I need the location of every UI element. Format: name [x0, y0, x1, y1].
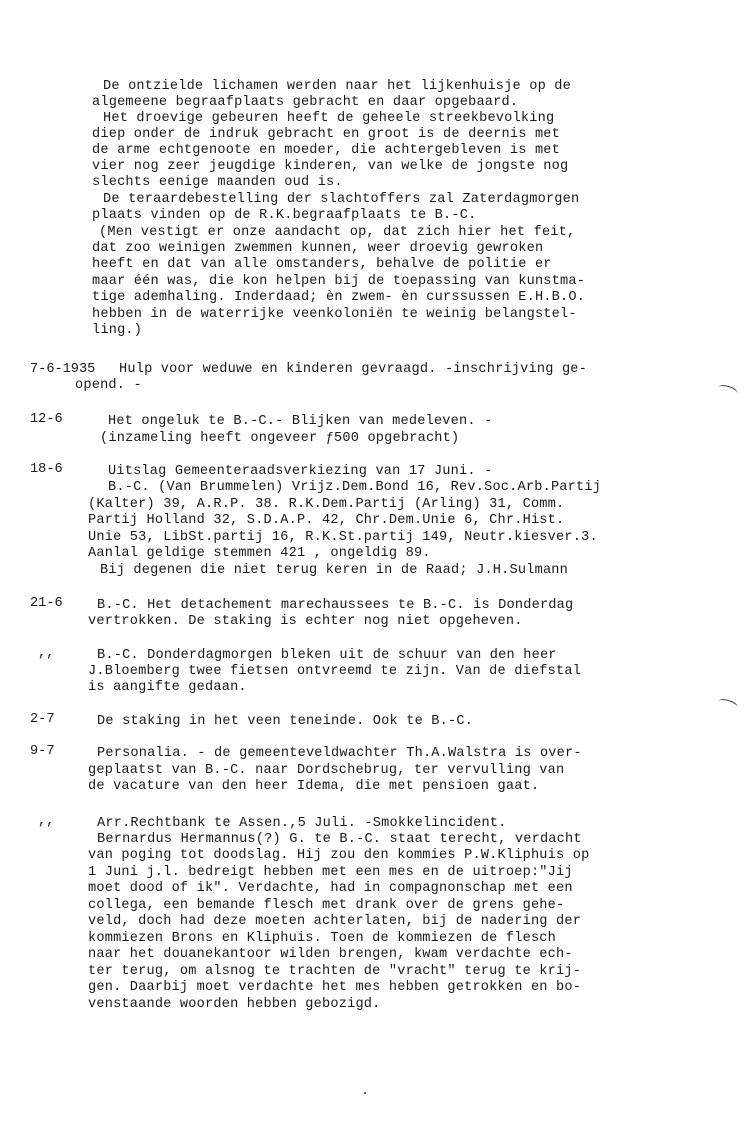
text-line: plaats vinden op de R.K.begraafplaats te B.-C.: [92, 208, 477, 223]
entry-date: 7-6-1935: [30, 362, 96, 377]
text-line: 1 Juni j.l. bedreigt hebben met een mes en de uitroep:"Jij: [88, 865, 573, 880]
text-line: B.-C. Het detachement marechaussees te B.-C. is Donderdag: [97, 598, 574, 613]
text-line: Hulp voor weduwe en kinderen gevraagd. -inschrijving ge-: [119, 362, 588, 377]
entry-date: ,,: [38, 814, 55, 829]
text-line: vertrokken. De staking is echter nog niet opgeheven.: [88, 614, 523, 629]
text-line: naar het douanekantoor wilden brengen, kwam verdachte ech-: [88, 947, 573, 962]
text-line: Het ongeluk te B.-C.- Blijken van medeleven. -: [108, 414, 493, 429]
text-line: (Kalter) 39, A.R.P. 38. R.K.Dem.Partij (Arling) 31, Comm.: [88, 497, 565, 512]
text-line: algemeene begraafplaats gebracht en daar opgebaard.: [92, 95, 519, 110]
text-line: ling.): [92, 323, 143, 338]
text-line: De staking in het veen teneinde. Ook te B.-C.: [97, 714, 474, 729]
margin-mark: [717, 383, 739, 398]
text-line: opend. -: [75, 378, 142, 393]
text-line: van poging tot doodslag. Hij zou den kommies P.W.Kliphuis op: [88, 848, 590, 863]
text-line: Uitslag Gemeenteraadsverkiezing van 17 Juni. -: [108, 464, 493, 479]
entry-date: 12-6: [30, 412, 63, 427]
text-line: (inzameling heeft ongeveer ƒ500 opgebracht): [100, 431, 460, 446]
text-line: ter terug, om alsnog te trachten de "vracht" terug te krij-: [88, 964, 582, 979]
text-line: kommiezen Brons en Kliphuis. Toen de kommiezen de flesch: [88, 931, 557, 946]
text-line: J.Bloemberg twee fietsen ontvreemd te zijn. Van de diefstal: [88, 664, 582, 679]
text-line: moet dood of ik". Verdachte, had in compagnonschap met een: [88, 881, 573, 896]
text-line: hebben in de waterrijke veenkoloniën te weinig belangstel-: [92, 307, 577, 322]
text-line: Aanlal geldige stemmen 421 , ongeldig 89.: [88, 546, 431, 561]
text-line: slechts eenige maanden oud is.: [92, 175, 343, 190]
text-line: Het droevige gebeuren heeft de geheele streekbevolking: [103, 111, 555, 126]
text-line: tige ademhaling. Inderdaad; èn zwem- èn curssussen E.H.B.O.: [92, 290, 586, 305]
text-line: Bij degenen die niet terug keren in de Raad; J.H.Sulmann: [100, 563, 569, 578]
text-line: heeft en dat van alle omstanders, behalve de politie er: [92, 257, 552, 272]
margin-mark: [717, 697, 739, 712]
entry-date: 9-7: [30, 744, 55, 759]
text-line: De teraardebestelling der slachtoffers zal Zaterdagmorgen: [103, 192, 580, 207]
text-line: dat zoo weinigen zwemmen kunnen, weer droevig gewroken: [92, 241, 544, 256]
text-line: maar één was, die kon helpen bij de toepassing van kunstma-: [92, 274, 586, 289]
text-line: Partij Holland 32, S.D.A.P. 42, Chr.Dem.Unie 6, Chr.Hist.: [88, 513, 565, 528]
text-line: De ontzielde lichamen werden naar het lijkenhuisje op de: [103, 79, 572, 94]
scan-dot: [364, 1092, 366, 1094]
entry-date: 21-6: [30, 596, 63, 611]
text-line: geplaatst van B.-C. naar Dordschebrug, ter vervulling van: [88, 763, 565, 778]
text-line: collega, een bemande flesch met drank over de grens gehe-: [88, 898, 565, 913]
text-line: (Men vestigt er onze aandacht op, dat zich hier het feit,: [99, 225, 576, 240]
text-line: B.-C. Donderdagmorgen bleken uit de schuur van den heer: [97, 648, 557, 663]
entry-date: 18-6: [30, 462, 63, 477]
text-line: vier nog zeer jeugdige kinderen, van welke de jongste nog: [92, 159, 569, 174]
text-line: is aangifte gedaan.: [88, 680, 247, 695]
text-line: Arr.Rechtbank te Assen.,5 Juli. -Smokkelincident.: [97, 816, 507, 831]
text-line: venstaande woorden hebben gebozigd.: [88, 997, 381, 1012]
text-line: Bernardus Hermannus(?) G. te B.-C. staat terecht, verdacht: [97, 832, 582, 847]
text-line: Personalia. - de gemeenteveldwachter Th.A.Walstra is over-: [97, 746, 582, 761]
entry-date: ,,: [38, 646, 55, 661]
text-line: diep onder de indruk gebracht en groot is de deernis met: [92, 127, 561, 142]
text-line: Unie 53, LibSt.partij 16, R.K.St.partij 149, Neutr.kiesver.3.: [88, 530, 598, 545]
text-line: de vacature van den heer Idema, die met pensioen gaat.: [88, 779, 540, 794]
entry-date: 2-7: [30, 712, 55, 727]
text-line: veld, doch had deze moeten achterlaten, bij de nadering der: [88, 914, 582, 929]
text-line: B.-C. (Van Brummelen) Vrijz.Dem.Bond 16, Rev.Soc.Arb.Partij: [108, 480, 602, 495]
text-line: de arme echtgenoote en moeder, die achtergebleven is met: [92, 143, 561, 158]
text-line: gen. Daarbij moet verdachte het mes hebben getrokken en bo-: [88, 980, 582, 995]
